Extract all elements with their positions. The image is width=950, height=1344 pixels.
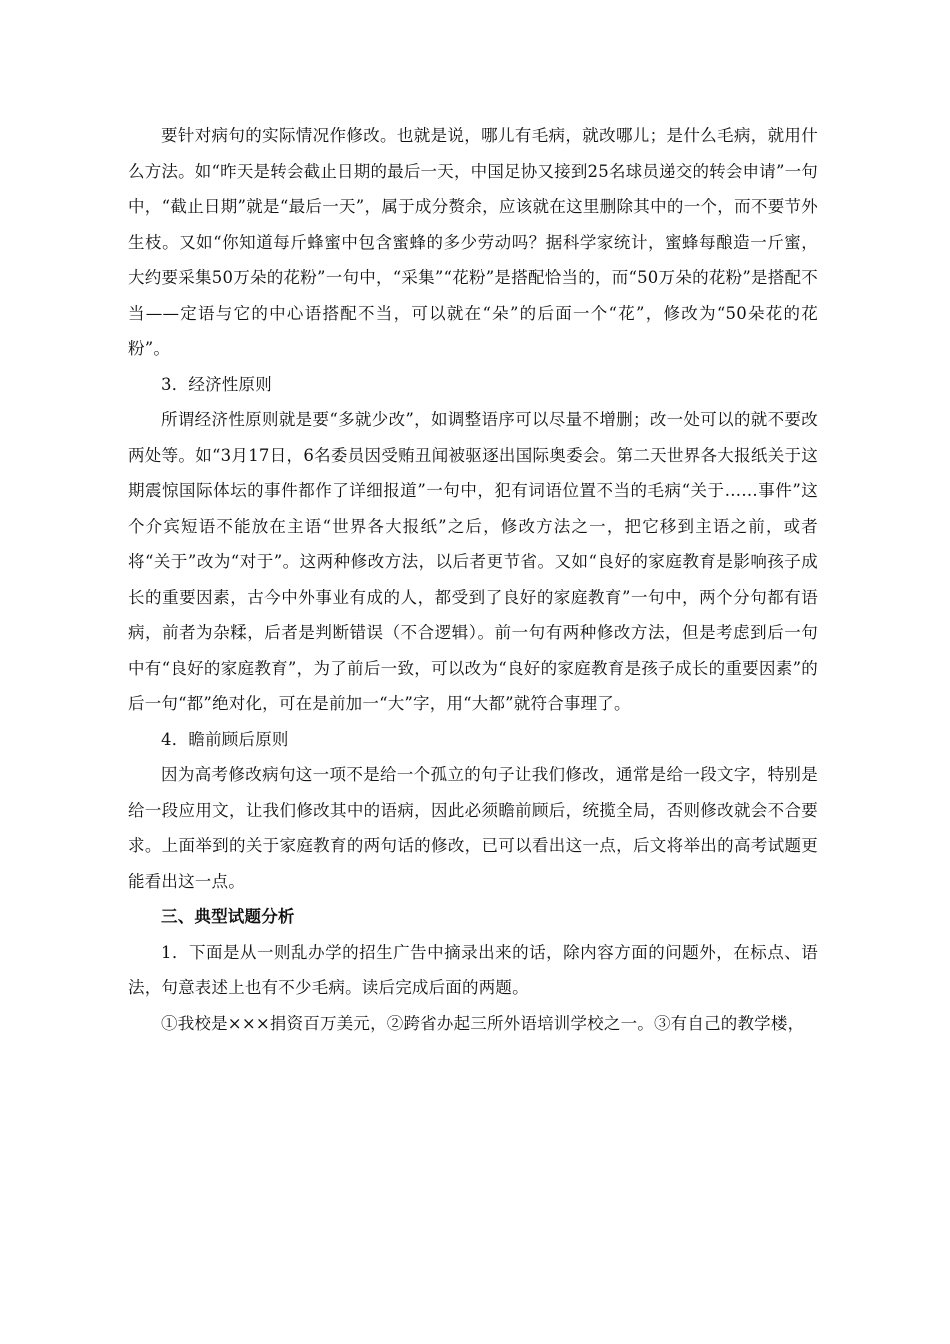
paragraph-question-1-text: ①我校是×××捐资百万美元，②跨省办起三所外语培训学校之一。③有自己的教学楼， — [161, 1013, 805, 1033]
body-text — [128, 118, 818, 1041]
paragraph-targeted-revision: 要针对病句的实际情况作修改。也就是说，哪儿有毛病，就改哪儿；是什么毛病，就用什么方法。如“昨天是转会截止日期的最后一天，中国足协又接到25名球员递交的转会申请”一句中，“截止日期”就是“最后一天”，属于成分赘余，应该就在这里删除其中的一个，而不要节外生枝。又如“你知道每斤蜂蜜中包含蜜蜂的多少劳动吗？据科学家统计，蜜蜂每酿造一斤蜜，大约要采集50万朵的花粉”一句中，“采集”“花粉”是搭配恰当的，而“50万朵的花粉”是搭配不当——定语与它的中心语搭配不当，可以就在“朵”的后面一个“花”，修改为“50朵花的花粉”。 — [128, 126, 818, 358]
paragraph-context-principle: 因为高考修改病句这一项不是给一个孤立的句子让我们修改，通常是给一段文字，特别是给一段应用文，让我们修改其中的语病，因此必须瞻前顾后，统揽全局，否则修改就会不合要求。上面举到的关于家庭教育的两句话的修改，已可以看出这一点，后文将举出的高考试题更能看出这一点。 — [128, 765, 818, 891]
paragraph-question-1-intro: 1．下面是从一则乱办学的招生广告中摘录出来的话，除内容方面的问题外，在标点、语法，句意表述上也有不少毛病。读后完成后面的两题。 — [128, 942, 818, 997]
section-heading-typical-questions: 三、典型试题分析 — [161, 907, 295, 926]
heading-context-principle: 4．瞻前顾后原则 — [161, 729, 289, 749]
heading-economy-principle: 3．经济性原则 — [161, 374, 272, 394]
paragraph-economy-principle: 所谓经济性原则就是要“多就少改”，如调整语序可以尽量不增删；改一处可以的就不要改两处等。如“3月17日，6名委员因受贿丑闻被驱逐出国际奥委会。第二天世界各大报纸关于这期震惊国际体坛的事件都作了详细报道”一句中，犯有词语位置不当的毛病“关于……事件”这个介宾短语不能放在主语“世界各大报纸”之后，修改方法之一，把它移到主语之前，或者将“关于”改为“对于”。这两种修改方法，以后者更节省。又如“良好的家庭教育是影响孩子成长的重要因素，古今中外事业有成的人，都受到了良好的家庭教育”一句中，两个分句都有语病，前者为杂糅，后者是判断错误（不合逻辑）。前一句有两种修改方法，但是考虑到后一句中有“良好的家庭教育”，为了前后一致，可以改为“良好的家庭教育是孩子成长的重要因素”的后一句“都”绝对化，可在是前加一“大”字，用“大都”就符合事理了。 — [128, 410, 818, 713]
